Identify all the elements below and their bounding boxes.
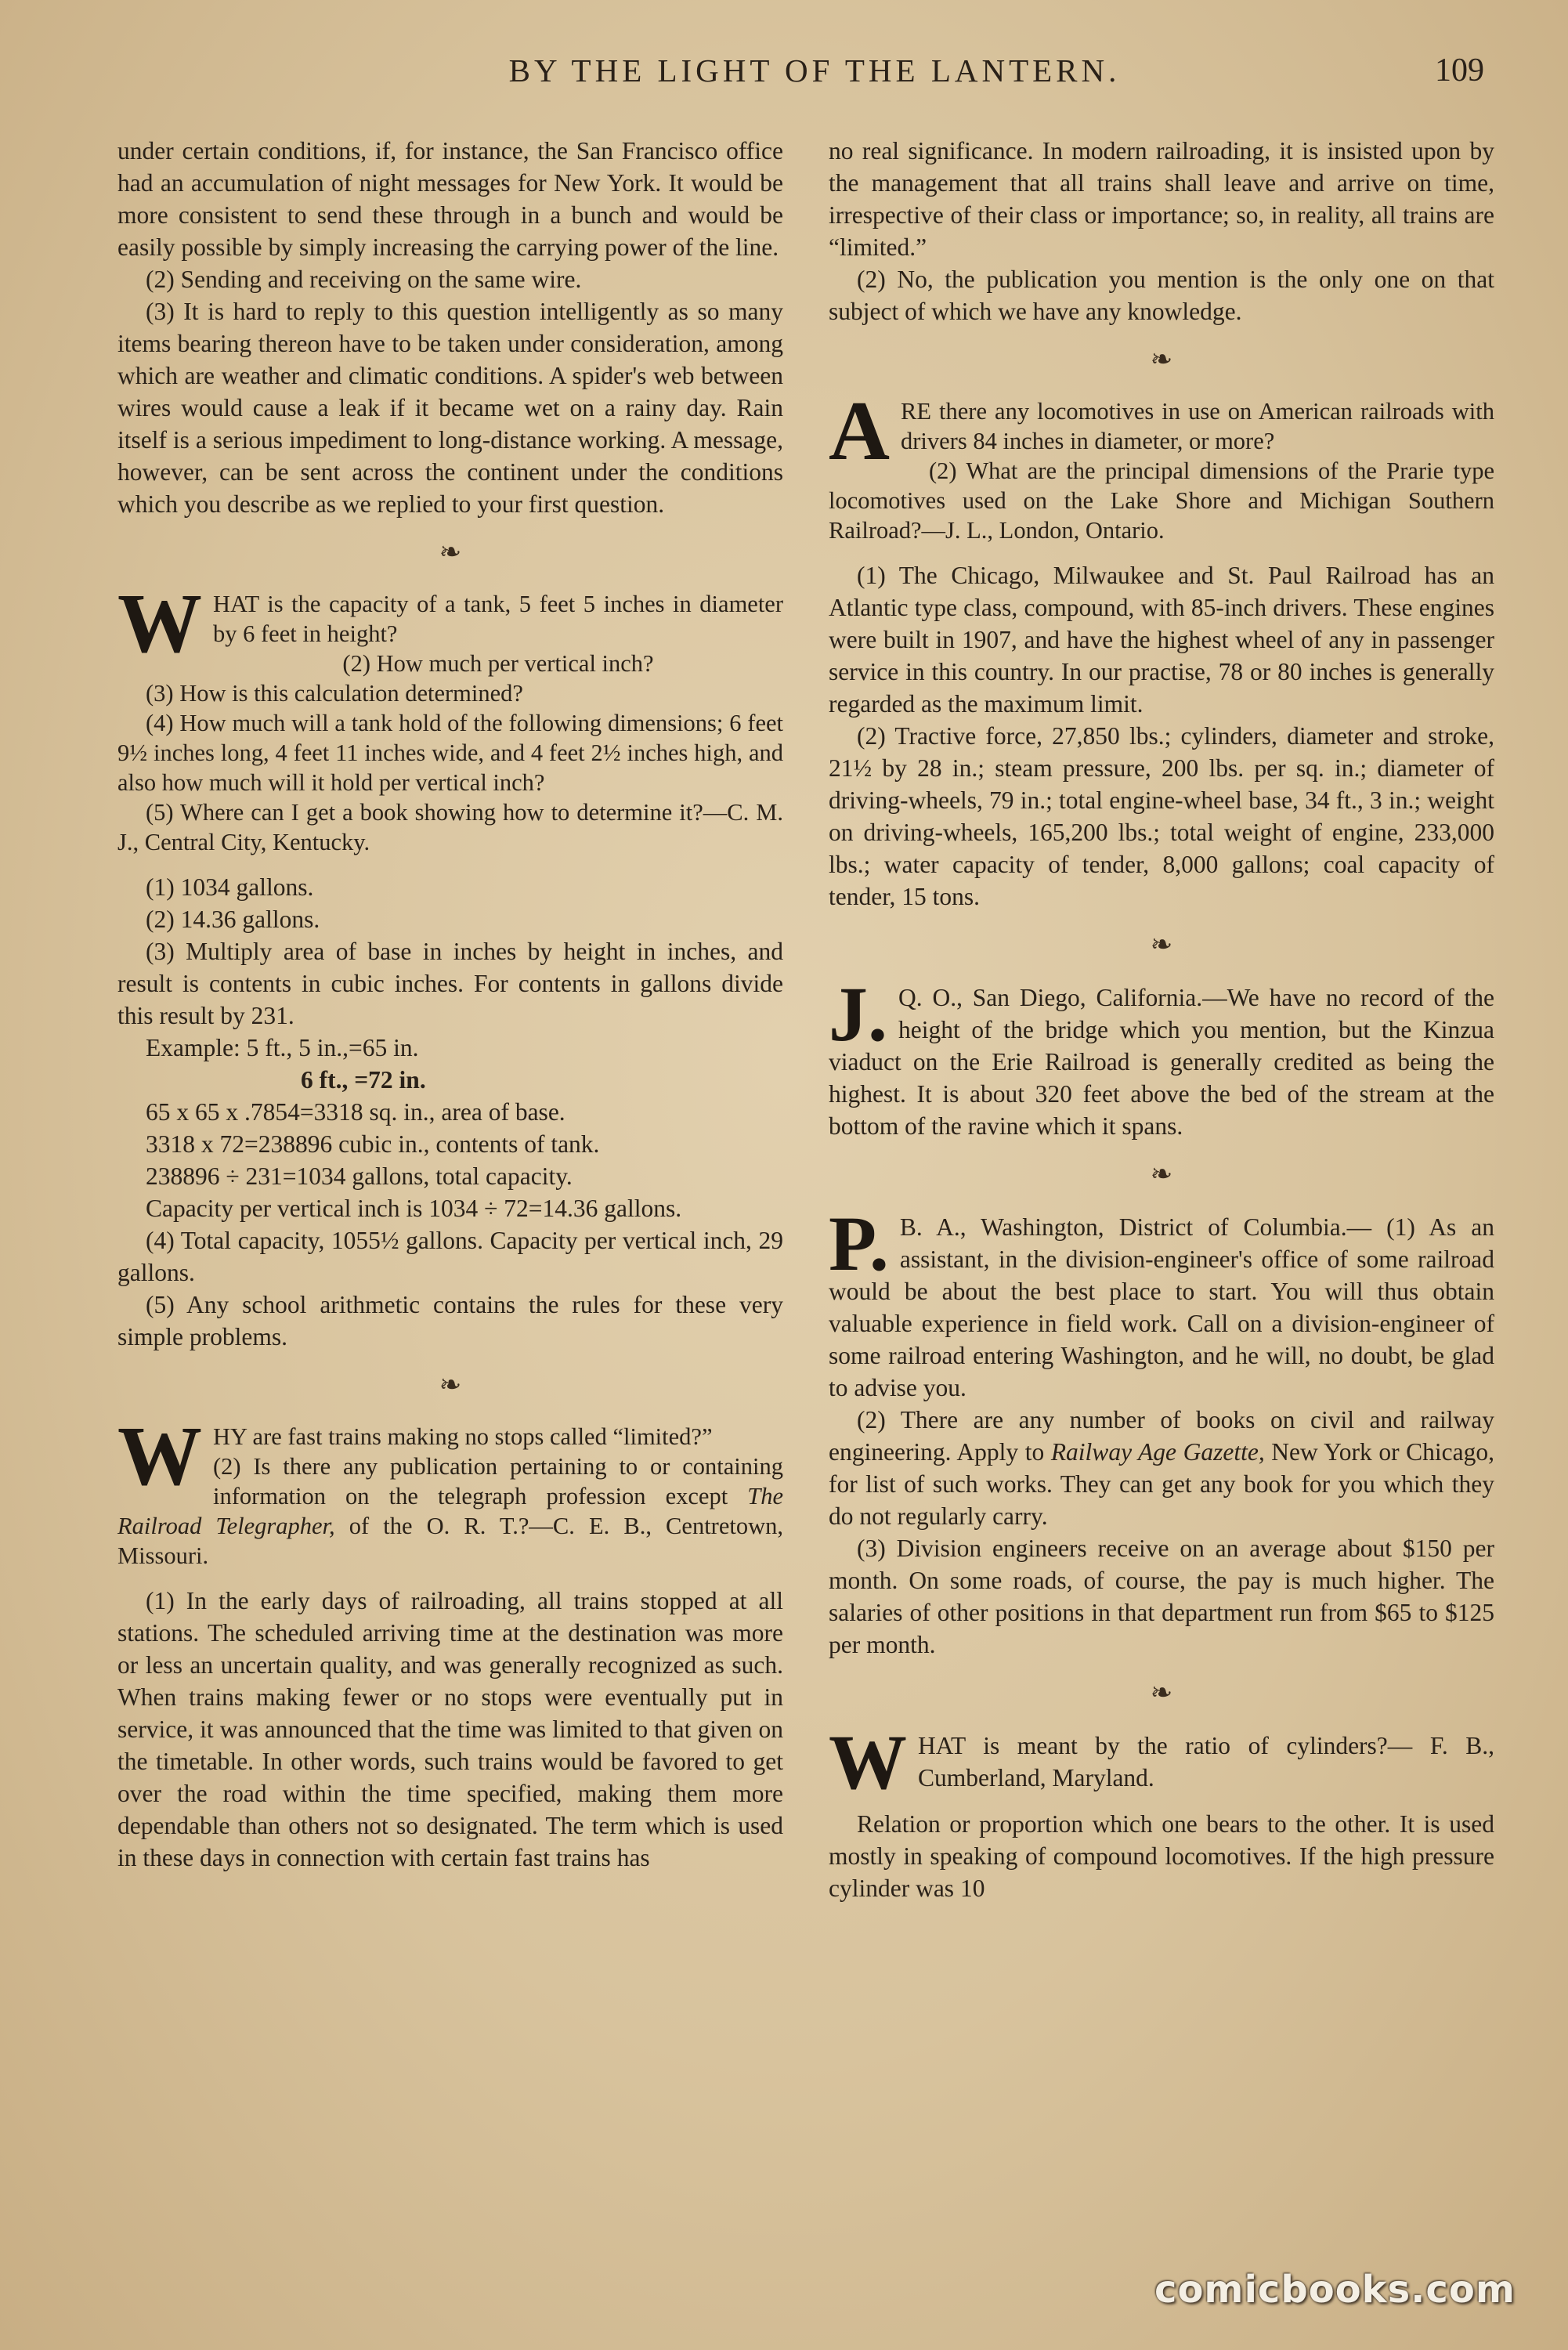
- fleuron-ornament: ❧: [439, 1371, 462, 1400]
- page-header: [0, 52, 1568, 107]
- publication-title: Railway Age Gazette,: [1050, 1438, 1265, 1466]
- answer-text: B. A., Washington, District of Columbia.— (1) As an assistant, in the division-engineer's office of some railroad would be about the best place to start. You will thus obtain valuable experience in field work. Call on a division-engineer of some railroad entering Washington, and he will, no doubt, be glad to advise you.: [829, 1213, 1494, 1401]
- answer-text: (2) 14.36 gallons.: [146, 906, 320, 933]
- question-locomotives: [829, 385, 1494, 545]
- right-column: [829, 135, 1494, 1904]
- question-text: HY are fast trains making no stops called “limited?”: [213, 1423, 713, 1450]
- fleuron-ornament: ❧: [1150, 1679, 1173, 1708]
- answer-jqo: [829, 971, 1494, 1142]
- paragraph: under certain conditions, if, for instance, the San Francisco office had an accumulation of night messages for New York. It would be more consistent to send these through in a bunch and would be easily possible by simply increasing the carrying power of the line.: [117, 137, 783, 261]
- question-text: (2) Is there any publication pertaining to or containing information on the telegraph profession except The Railroad Telegrapher, of the O. R. T.?—C. E. B., Centretown, Missouri.: [117, 1453, 783, 1569]
- example-line: 6 ft., =72 in.: [301, 1066, 426, 1094]
- answer-pba: [829, 1200, 1494, 1404]
- drop-cap: W: [117, 577, 202, 671]
- answer-text: (1) The Chicago, Milwaukee and St. Paul Railroad has an Atlantic type class, compound, with 85-inch drivers. These engines were built in 1907, and have the highest wheel of any in passenger service in this country. In our practise, 78 or 80 inches is generally regarded as the maximum limit.: [829, 562, 1494, 718]
- question-text: (5) Where can I get a book showing how to determine it?—C. M. J., Central City, Kentucky.: [117, 799, 783, 855]
- paragraph: no real significance. In modern railroading, it is insisted upon by the management that all trains shall leave and arrive on time, irrespective of their class or importance; so, in reality, all trains are “limited.”: [829, 137, 1494, 261]
- calculation-line: Capacity per vertical inch is 1034 ÷ 72=14.36 gallons.: [146, 1195, 682, 1222]
- question-text: RE there any locomotives in use on American railroads with drivers 84 inches in diameter, or more?: [901, 398, 1494, 454]
- running-title: BY THE LIGHT OF THE LANTERN.: [508, 52, 1121, 89]
- publication-title: The Railroad Telegrapher,: [117, 1483, 783, 1539]
- answer-text: (3) Multiply area of base in inches by height in inches, and result is contents in cubic inches. For contents in gallons divide this result by 231.: [117, 938, 783, 1029]
- question-ratio: [829, 1719, 1494, 1806]
- question-text: HAT is meant by the ratio of cylinders?— F. B., Cumberland, Maryland.: [918, 1732, 1494, 1791]
- paragraph: (2) Sending and receiving on the same wire.: [146, 266, 582, 293]
- calculation-line: 238896 ÷ 231=1034 gallons, total capacity.: [146, 1162, 573, 1190]
- left-column: [117, 135, 783, 1874]
- example-line: Example: 5 ft., 5 in.,=65 in.: [146, 1034, 419, 1061]
- paragraph: (3) It is hard to reply to this question intelligently as so many items bearing thereon have to be taken under consideration, among which are weather and climatic conditions. A spider's web between wires would cause a leak if it became wet on a rainy day. Rain itself is a serious impediment to long-distance working. A message, however, can be sent across the continent under the conditions which you describe as we replied to your first question.: [117, 298, 783, 518]
- drop-cap: J.: [829, 971, 887, 1058]
- question-limited: [117, 1410, 783, 1571]
- paragraph: (2) No, the publication you mention is the only one on that subject of which we have any knowledge.: [829, 266, 1494, 325]
- watermark: comicbooks.com: [1154, 2268, 1516, 2312]
- page-number: 109: [1435, 52, 1484, 89]
- question-tank: [117, 577, 783, 857]
- calculation-line: 65 x 65 x .7854=3318 sq. in., area of base.: [146, 1098, 565, 1126]
- answer-text: (3) Division engineers receive on an average about $150 per month. On some roads, of course, the pay is much higher. The salaries of other positions in that department run from $65 to $125 per month.: [829, 1535, 1494, 1658]
- answer-text: (1) 1034 gallons.: [146, 873, 314, 901]
- question-text: (4) How much will a tank hold of the following dimensions; 6 feet 9½ inches long, 4 feet 11 inches wide, and 4 feet 2½ inches high, and also how much will it hold per vertical inch?: [117, 710, 783, 796]
- drop-cap: A: [829, 385, 890, 478]
- answer-text: (2) There are any number of books on civil and railway engineering. Apply to Railway Age Gazette, New York or Chicago, for list of such works. They can get any book for you which they do not regularly carry.: [829, 1406, 1494, 1530]
- question-text: (3) How is this calculation determined?: [146, 680, 523, 707]
- question-text: (2) How much per vertical inch?: [342, 650, 654, 677]
- fleuron-ornament: ❧: [1150, 345, 1173, 374]
- answer-text: (1) In the early days of railroading, all trains stopped at all stations. The scheduled arriving time at the destination was more or less an uncertain quality, and was generally recognized as such. When trains making fewer or no stops were eventually put in service, it was announced that the time was limited to that given on the timetable. In other words, such trains would be favored to get over the road within the time specified, making them more dependable than others not so designated. The term which is used in these days in connection with certain fast trains has: [117, 1587, 783, 1871]
- fleuron-ornament: ❧: [439, 538, 462, 567]
- answer-text: Q. O., San Diego, California.—We have no record of the height of the bridge which you mention, but the Kinzua viaduct on the Erie Railroad is generally credited as being the highest. It is about 320 feet above the bed of the stream at the bottom of the ravine which it spans.: [829, 984, 1494, 1140]
- fleuron-ornament: ❧: [1150, 931, 1173, 960]
- drop-cap: W: [829, 1719, 907, 1806]
- answer-text: Relation or proportion which one bears to the other. It is used mostly in speaking of compound locomotives. If the high pressure cylinder was 10: [829, 1810, 1494, 1902]
- answer-text: (5) Any school arithmetic contains the rules for these very simple problems.: [117, 1291, 783, 1350]
- question-text: (2) What are the principal dimensions of the Prarie type locomotives used on the Lake Shore and Michigan Southern Railroad?—J. L., London, Ontario.: [829, 457, 1494, 544]
- calculation-line: 3318 x 72=238896 cubic in., contents of tank.: [146, 1130, 600, 1158]
- question-text: HAT is the capacity of a tank, 5 feet 5 inches in diameter by 6 feet in height?: [213, 591, 783, 647]
- answer-text: (2) Tractive force, 27,850 lbs.; cylinders, diameter and stroke, 21½ by 28 in.; steam pressure, 200 lbs. per sq. in.; diameter of driving-wheels, 79 in.; total engine-wheel base, 34 ft., 3 in.; weight on driving-wheels, 165,200 lbs.; total weight of engine, 233,000 lbs.; water capacity of tender, 8,000 gallons; coal capacity of tender, 15 tons.: [829, 722, 1494, 910]
- fleuron-ornament: ❧: [1150, 1160, 1173, 1189]
- drop-cap: W: [117, 1410, 202, 1503]
- answer-text: (4) Total capacity, 1055½ gallons. Capacity per vertical inch, 29 gallons.: [117, 1227, 783, 1286]
- drop-cap: P.: [829, 1200, 889, 1287]
